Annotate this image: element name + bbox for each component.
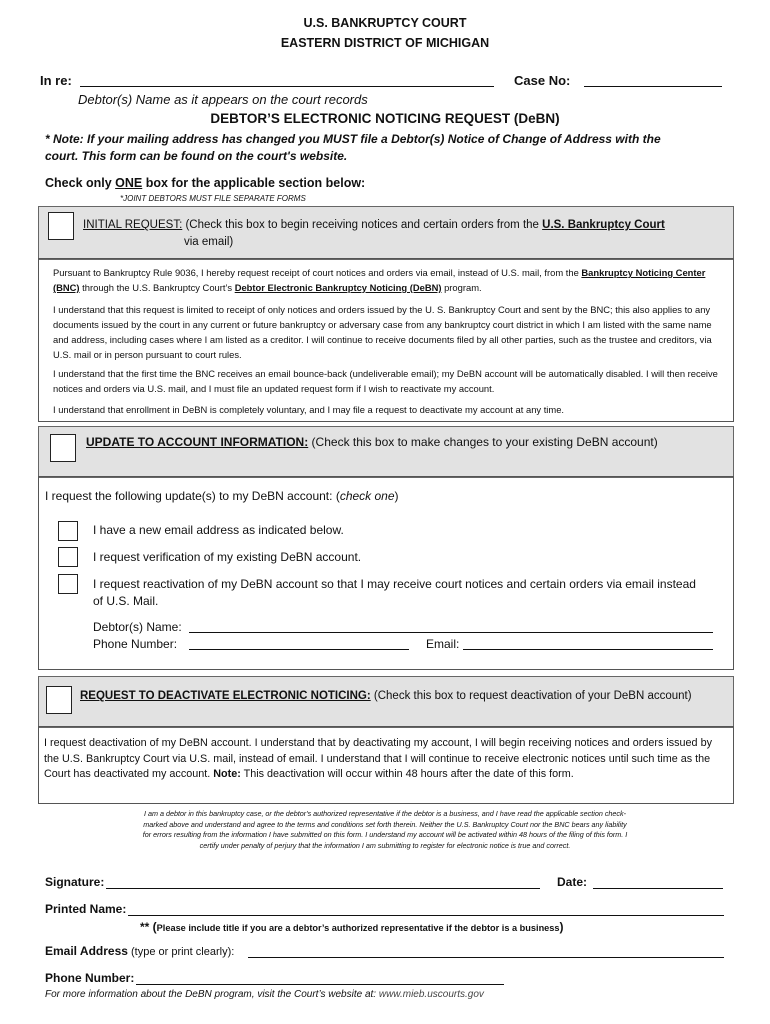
joint-debtors-note: *JOINT DEBTORS MUST FILE SEPARATE FORMS — [120, 194, 306, 203]
initial-request-header — [38, 206, 734, 260]
printed-name-line[interactable] — [128, 915, 724, 916]
initial-p2: I understand that this request is limited to receipt of only notices and orders issued by the U. S. Bankruptcy Court and sent by the BNC; this also applies to any documents issued by the court in any current or future bankruptcy or adversary case from any bankruptcy court district in which I am listed with the same name and address, including cases where I am listed as a creditor. I will continue to receive documents filed by all other parties, such as the trustee and creditors, via U.S. mail or in person pursuant to court rules. — [53, 304, 712, 360]
deactivate-header — [38, 676, 734, 728]
new-email-checkbox[interactable] — [58, 521, 78, 541]
update-checkbox[interactable] — [50, 434, 76, 462]
court-district: EASTERN DISTRICT OF MICHIGAN — [280, 36, 490, 50]
initial-p1: Pursuant to Bankruptcy Rule 9036, I hereby request receipt of court notices and orders via email, instead of U.S. mail, from the Bankruptcy Noticing Center (BNC) through the U.S. Bankruptcy Court’s Debtor Electronic Bankruptcy Noticing (DeBN) program. — [53, 267, 706, 293]
case-no-line[interactable] — [584, 86, 722, 87]
email-address-label: Email Address (type or print clearly): — [45, 944, 235, 958]
update-debtor-name-line[interactable] — [189, 632, 713, 633]
initial-request-checkbox[interactable] — [48, 212, 74, 240]
deactivate-checkbox[interactable] — [46, 686, 72, 714]
reactivate-checkbox[interactable] — [58, 574, 78, 594]
update-phone-line[interactable] — [189, 649, 409, 650]
address-change-note: * Note: If your mailing address has changed you MUST file a Debtor(s) Notice of Change of Address with the court. This form can be found on the court's website. — [45, 132, 661, 163]
title-note: ** (Please include title if you are a debtor’s authorized representative if the debtor is a business) — [140, 920, 564, 934]
date-line[interactable] — [593, 888, 723, 889]
initial-p4: I understand that enrollment in DeBN is completely voluntary, and I may file a request to deactivate my account at any time. — [53, 404, 565, 415]
signature-line[interactable] — [106, 888, 540, 889]
deactivate-title: REQUEST TO DEACTIVATE ELECTRONIC NOTICING: (Check this box to request deactivation of your DeBN account) — [80, 690, 692, 702]
check-one-instruction: Check only ONE box for the applicable section below: — [45, 176, 366, 190]
email-address-line[interactable] — [248, 957, 724, 958]
update-email-line[interactable] — [463, 649, 713, 650]
debtor-hint: Debtor(s) Name as it appears on the court records — [78, 92, 368, 107]
deactivate-text: I request deactivation of my DeBN account. I understand that by deactivating my account, I will begin receiving notices and orders issued by the U.S. Bankruptcy Court via U.S. mail, instead of email. I understand that I will continue to receive electronic notices until such time as the Court has deactivated my account. Note: This deactivation will occur within 48 hours after the date of this form. — [44, 737, 712, 781]
option-verify: I request verification of my existing DeBN account. — [93, 550, 362, 564]
update-header — [38, 426, 734, 478]
update-request-line: I request the following update(s) to my DeBN account: (check one) — [45, 489, 399, 503]
phone-number-label: Phone Number: — [45, 971, 135, 985]
update-phone-label: Phone Number: — [93, 637, 178, 651]
option-new-email: I have a new email address as indicated below. — [93, 523, 344, 537]
court-name: U.S. BANKRUPTCY COURT — [303, 16, 467, 30]
update-debtor-name-label: Debtor(s) Name: — [93, 620, 182, 634]
option-reactivate: I request reactivation of my DeBN account so that I may receive court notices and certain orders via email instead of U.S. Mail. — [93, 577, 696, 608]
debtor-name-line[interactable] — [80, 86, 494, 87]
phone-number-line[interactable] — [136, 984, 504, 985]
court-website-link[interactable]: www.mieb.uscourts.gov — [378, 989, 484, 1000]
date-label: Date: — [557, 875, 588, 889]
update-email-label: Email: — [426, 637, 460, 651]
form-title: DEBTOR’S ELECTRONIC NOTICING REQUEST (DeBN) — [210, 111, 560, 126]
update-title: UPDATE TO ACCOUNT INFORMATION: (Check this box to make changes to your existing DeBN account) — [86, 435, 658, 449]
verify-account-checkbox[interactable] — [58, 547, 78, 567]
in-re-label: In re: — [40, 73, 72, 88]
signature-label: Signature: — [45, 875, 105, 889]
case-no-label: Case No: — [514, 73, 571, 88]
initial-request-desc2: via email) — [184, 236, 234, 248]
certification-text: I am a debtor in this bankruptcy case, or the debtor's authorized representative if the debtor is a business, and I have read the applicable section check-marked above and understand and agree to the terms and conditions set forth therein. Neither the U.S. Bankruptcy Court nor the BNC bears any liability for errors resulting from the information I have submitted on this form. I understand my account will be activated within 48 hours of the filing of this form. I certify under penalty of perjury that the information I am submitting to register for electronic notice is true and correct. — [142, 809, 628, 850]
printed-name-label: Printed Name: — [45, 902, 127, 916]
footer-info: For more information about the DeBN program, visit the Court’s website at: www.mieb.uscourts.gov — [45, 989, 484, 1000]
initial-p3: I understand that the first time the BNC receives an email bounce-back (undeliverable email); my DeBN account will be automatically disabled. I will then receive notices and orders via U.S. mail, and I must file an updated request form if I wish to reactivate my account. — [53, 368, 718, 394]
initial-request-title: INITIAL REQUEST: (Check this box to begin receiving notices and certain orders from the U.S. Bankruptcy Court — [83, 219, 665, 231]
